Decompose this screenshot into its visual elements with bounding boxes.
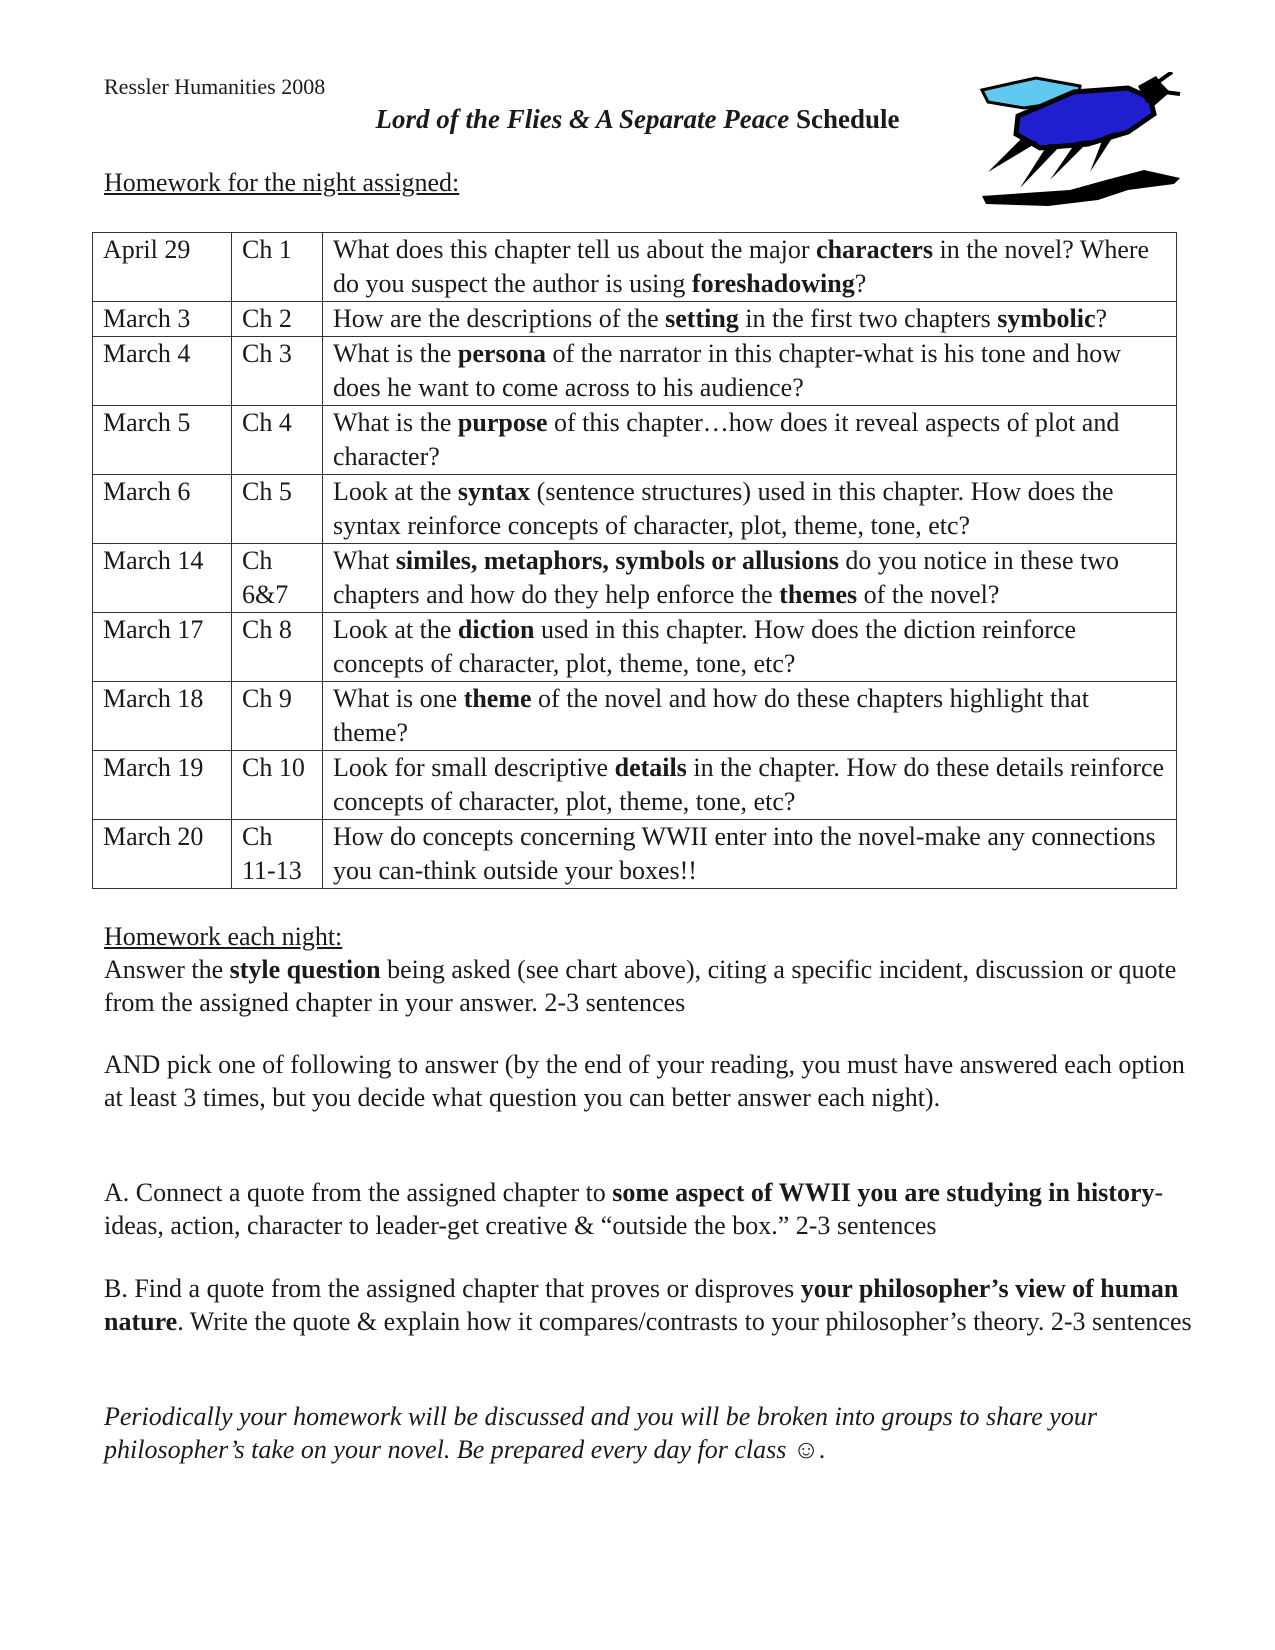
bold-term: style question xyxy=(229,955,381,984)
bold-term: your philosopher’s view of human nature xyxy=(104,1274,1179,1336)
table-row xyxy=(93,820,1177,889)
date-cell: March 14 xyxy=(93,544,232,613)
table-row xyxy=(93,406,1177,475)
table-row xyxy=(93,233,1177,302)
table-row xyxy=(93,751,1177,820)
date-cell: April 29 xyxy=(93,233,232,302)
bold-term: symbolic xyxy=(997,304,1096,333)
schedule-table xyxy=(92,232,1177,889)
date-cell: March 19 xyxy=(93,751,232,820)
chapter-cell: Ch 2 xyxy=(232,302,323,337)
date-cell: March 18 xyxy=(93,682,232,751)
pick-instructions: AND pick one of following to answer (by the end of your reading, you must have answered each option at least 3 times, but you decide what question you can better answer each night). xyxy=(104,1050,1185,1112)
question-cell: How are the descriptions of the setting in the first two chapters symbolic? xyxy=(323,302,1177,337)
bold-term: foreshadowing xyxy=(691,269,855,298)
option-b-text: B. Find a quote from the assigned chapter that proves or disproves your philosopher’s view of human nature. Write the quote & explain how it compares/contrasts to your philosopher’s theory. 2-3 sentences xyxy=(104,1274,1192,1336)
question-cell: Look at the syntax (sentence structures) used in this chapter. How does the syntax reinforce concepts of character, plot, theme, tone, etc? xyxy=(323,475,1177,544)
table-row xyxy=(93,544,1177,613)
table-row xyxy=(93,337,1177,406)
option-a-text: A. Connect a quote from the assigned chapter to some aspect of WWII you are studying in history-ideas, action, character to leader-get creative & “outside the box.” 2-3 sentences xyxy=(104,1178,1164,1240)
chapter-cell: Ch 4 xyxy=(232,406,323,475)
date-cell: March 4 xyxy=(93,337,232,406)
date-cell: March 20 xyxy=(93,820,232,889)
bold-term: some aspect of WWII you are studying in history xyxy=(612,1178,1155,1207)
question-cell: Look at the diction used in this chapter. How does the diction reinforce concepts of character, plot, theme, tone, etc? xyxy=(323,613,1177,682)
chapter-cell: Ch 8 xyxy=(232,613,323,682)
question-cell: What similes, metaphors, symbols or allusions do you notice in these two chapters and how do they help enforce the themes of the novel? xyxy=(323,544,1177,613)
date-cell: March 3 xyxy=(93,302,232,337)
question-cell: What is the purpose of this chapter…how does it reveal aspects of plot and character? xyxy=(323,406,1177,475)
bold-term: characters xyxy=(816,235,933,264)
question-cell: What is one theme of the novel and how do these chapters highlight that theme? xyxy=(323,682,1177,751)
title-suffix: Schedule xyxy=(789,104,900,134)
fly-icon xyxy=(978,72,1182,212)
table-row xyxy=(93,475,1177,544)
style-question-text: Answer the style question being asked (see chart above), citing a specific incident, discussion or quote from the assigned chapter in your answer. 2-3 sentences xyxy=(104,955,1177,1017)
bold-term: diction xyxy=(457,615,535,644)
chapter-cell: Ch 5 xyxy=(232,475,323,544)
chapter-cell: Ch 10 xyxy=(232,751,323,820)
bold-term: similes, metaphors, symbols or allusions xyxy=(395,546,839,575)
date-cell: March 17 xyxy=(93,613,232,682)
bold-term: setting xyxy=(665,304,739,333)
bold-term: syntax xyxy=(457,477,531,506)
chapter-cell: Ch 6&7 xyxy=(232,544,323,613)
table-row xyxy=(93,302,1177,337)
question-cell: Look for small descriptive details in the chapter. How do these details reinforce concepts of character, plot, theme, tone, etc? xyxy=(323,751,1177,820)
chapter-cell: Ch 1 xyxy=(232,233,323,302)
date-cell: March 5 xyxy=(93,406,232,475)
table-row xyxy=(93,682,1177,751)
bold-term: purpose xyxy=(457,408,548,437)
bold-term: persona xyxy=(457,339,547,368)
chapter-cell: Ch 3 xyxy=(232,337,323,406)
assigned-heading: Homework for the night assigned: xyxy=(104,168,460,197)
question-cell: How do concepts concerning WWII enter into the novel-make any connections you can-think outside your boxes!! xyxy=(323,820,1177,889)
chapter-cell: Ch 11-13 xyxy=(232,820,323,889)
bold-term: details xyxy=(614,753,687,782)
date-cell: March 6 xyxy=(93,475,232,544)
question-cell: What does this chapter tell us about the major characters in the novel? Where do you suspect the author is using foreshadowing? xyxy=(323,233,1177,302)
question-cell: What is the persona of the narrator in this chapter-what is his tone and how does he want to come across to his audience? xyxy=(323,337,1177,406)
bold-term: theme xyxy=(463,684,532,713)
chapter-cell: Ch 9 xyxy=(232,682,323,751)
title-books: Lord of the Flies & A Separate Peace xyxy=(375,104,790,134)
table-row xyxy=(93,613,1177,682)
closing-note: Periodically your homework will be discussed and you will be broken into groups to share your philosopher’s take on your novel. Be prepared every day for class ☺. xyxy=(104,1402,1097,1464)
nightly-heading: Homework each night: xyxy=(104,922,343,951)
nightly-section xyxy=(104,920,1194,1019)
course-label: Ressler Humanities 2008 xyxy=(104,74,326,99)
bold-term: themes xyxy=(779,580,858,609)
